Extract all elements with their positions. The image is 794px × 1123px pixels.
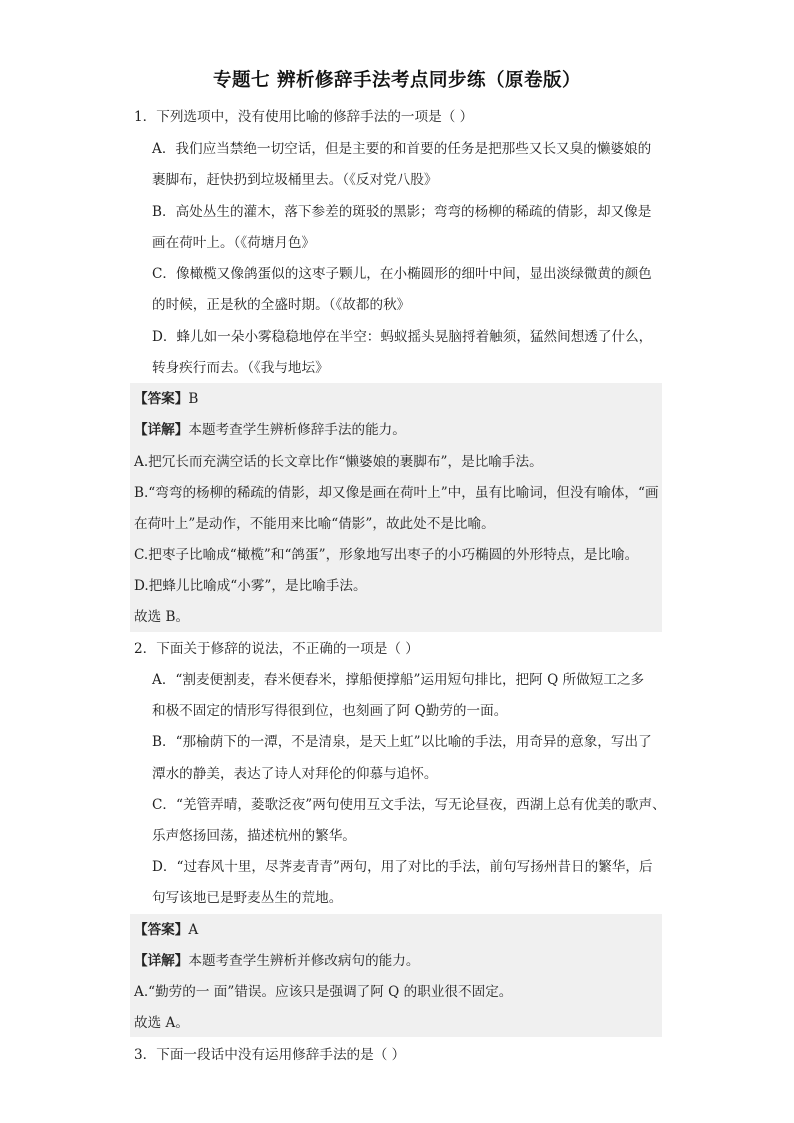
- q1-answer: [134, 389, 198, 409]
- question-2-stem: 2．下面关于修辞的说法，不正确的一项是（ ）: [134, 641, 419, 657]
- q1-explain-b-line-1: B.“弯弯的杨柳的稀疏的倩影，却又像是画在荷叶上”中，虽有比喻词，但没有喻体，“画: [134, 485, 659, 501]
- q1-explain-d: D.把蜂儿比喻成“小雾”，是比喻手法。: [134, 578, 367, 594]
- q1-detail: [134, 420, 406, 440]
- q2-answer: [134, 920, 198, 940]
- q2-detail-text: 本题考查学生辨析并修改病句的能力。: [188, 953, 420, 969]
- question-3-stem: 3．下面一段话中没有运用修辞手法的是（ ）: [134, 1047, 406, 1063]
- q1-option-d-line-2: 转身疾行而去。（《我与地坛》: [152, 360, 329, 376]
- q1-explain-a: A.把冗长而充满空话的长文章比作“懒婆娘的裹脚布”，是比喻手法。: [134, 454, 543, 470]
- q2-answer-panel: [130, 914, 662, 1037]
- q2-answer-label: 【答案】: [134, 922, 189, 938]
- q1-option-b-line-1: B．高处丛生的灌木，落下参差的斑驳的黑影；弯弯的杨柳的稀疏的倩影，却又像是: [152, 204, 652, 220]
- page-title: 专题七 辨析修辞手法考点同步练（原卷版）: [213, 70, 581, 91]
- q2-detail-label: 【详解】: [134, 953, 189, 969]
- q2-explain-a: A.“勤劳的一 面”错误。应该只是强调了阿 Q 的职业很不固定。: [134, 984, 513, 1000]
- q1-option-c-line-2: 的时候，正是秋的全盛时期。（《故都的秋》: [152, 297, 411, 313]
- q1-option-d-line-1: D．蜂儿如一朵小雾稳稳地停在半空：蚂蚁摇头晃脑捋着触须，猛然间想透了什么，: [152, 329, 653, 345]
- q1-explain-b-line-2: 在荷叶上”是动作，不能用来比喻“倩影”，故此处不是比喻。: [134, 516, 495, 532]
- q1-detail-label: 【详解】: [134, 422, 189, 438]
- q2-option-b-line-2: 潭水的静美，表达了诗人对拜伦的仰慕与追怀。: [152, 766, 438, 782]
- q1-option-a-line-1: A．我们应当禁绝一切空话，但是主要的和首要的任务是把那些又长又臭的懒婆娘的: [152, 141, 652, 157]
- q2-option-d-line-2: 句写该地已是野麦丛生的荒地。: [152, 890, 343, 906]
- q1-answer-label: 【答案】: [134, 391, 189, 407]
- q1-answer-value: B: [188, 391, 199, 407]
- q2-answer-value: A: [188, 922, 199, 938]
- q2-option-a-line-1: A．“割麦便割麦，舂米便舂米，撑船便撑船”运用短句排比，把阿 Q 所做短工之多: [152, 672, 645, 688]
- q2-option-a-line-2: 和极不固定的情形写得很到位，也刻画了阿 Q勤劳的一面。: [152, 703, 508, 719]
- q2-option-c-line-1: C．“羌管弄晴，菱歌泛夜”两句使用互文手法，写无论昼夜，西湖上总有优美的歌声、: [152, 797, 666, 813]
- question-1-stem: 1．下列选项中，没有使用比喻的修辞手法的一项是（ ）: [134, 109, 474, 125]
- q1-detail-text: 本题考查学生辨析修辞手法的能力。: [188, 422, 406, 438]
- q1-explain-c: C.把枣子比喻成“橄榄”和“鸽蛋”，形象地写出枣子的小巧椭圆的外形特点，是比喻。: [134, 547, 639, 563]
- q1-option-c-line-1: C．像橄榄又像鸽蛋似的这枣子颗儿，在小椭圆形的细叶中间，显出淡绿微黄的颜色: [152, 266, 652, 282]
- q1-option-a-line-2: 裹脚布，赶快扔到垃圾桶里去。（《反对党八股》: [152, 172, 438, 188]
- q2-detail: [134, 951, 419, 971]
- q2-option-c-line-2: 乐声悠扬回荡，描述杭州的繁华。: [152, 828, 356, 844]
- q1-option-b-line-2: 画在荷叶上。（《荷塘月色》: [152, 235, 316, 251]
- q2-conclusion: 故选 A。: [134, 1015, 189, 1031]
- q1-conclusion: 故选 B。: [134, 609, 190, 625]
- q2-option-d-line-1: D．“过春风十里，尽荠麦青青”两句，用了对比的手法，前句写扬州昔日的繁华，后: [152, 859, 653, 875]
- q2-option-b-line-1: B．“那榆荫下的一潭，不是清泉，是天上虹”以比喻的手法，用奇异的意象，写出了: [152, 734, 652, 750]
